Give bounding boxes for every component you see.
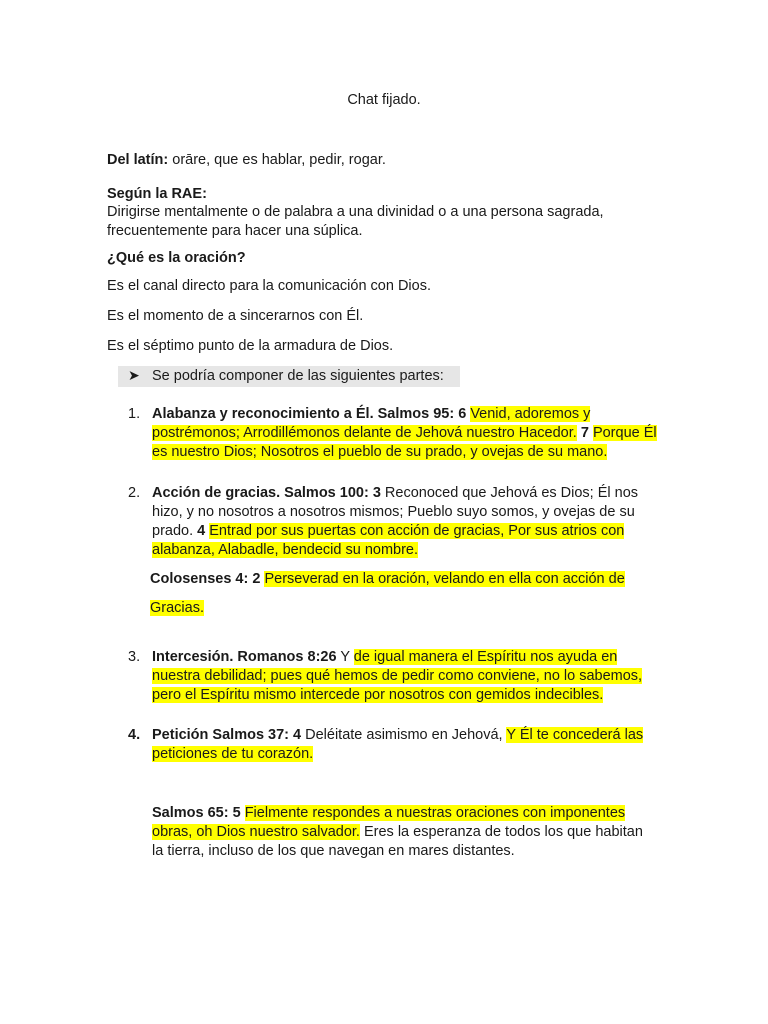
verse-number: 4: [197, 523, 206, 539]
item-number: 4.: [128, 727, 141, 743]
highlighted-verse: Fielmente respondes a nuestras oraciones con imponentes obras, oh Dios nuestro salvador.: [152, 805, 626, 840]
item-number: 1.: [128, 406, 141, 422]
bullet-text: Se podría componer de las siguientes partes:: [152, 368, 444, 384]
question-heading: ¿Qué es la oración?: [107, 250, 246, 266]
verse-text: Eres la esperanza de todos los que habitan la tierra, incluso de los que navegan en mares distantes.: [152, 824, 643, 859]
colosenses-heading: Colosenses 4: 2: [150, 571, 261, 587]
item-heading: Intercesión. Romanos 8:26: [152, 649, 337, 665]
highlighted-verse: Gracias.: [150, 600, 204, 616]
verse-number: 7: [580, 425, 589, 441]
latin-text: orāre, que es hablar, pedir, rogar.: [168, 152, 386, 168]
verse-text: Reconoced que Jehová es Dios; Él nos hizo, y no nosotros a nosotros mismos; Pueblo suyo somos, y ovejas de su prado.: [152, 485, 639, 539]
item-number: 3.: [128, 649, 141, 665]
verse-text: Deléitate asimismo en Jehová,: [305, 727, 503, 743]
highlighted-verse: Entrad por sus puertas con acción de gracias, Por sus atrios con alabanza, Alabadle, bendecid su nombre.: [152, 523, 625, 558]
arrow-bullet-icon: ➤: [128, 367, 140, 383]
verse-text: Y: [340, 649, 350, 665]
item-alabanza: [152, 405, 664, 462]
item-accion-gracias: [152, 484, 664, 560]
rae-text: Dirigirse mentalmente o de palabra a una divinidad o a una persona sagrada, frecuentemente para hacer una súplica.: [107, 204, 604, 239]
answer-1: Es el canal directo para la comunicación con Dios.: [107, 278, 431, 294]
answer-3: Es el séptimo punto de la armadura de Dios.: [107, 338, 394, 354]
highlighted-verse: Perseverad en la oración, velando en ella con acción de: [264, 571, 625, 587]
highlighted-verse: Porque Él es nuestro Dios; Nosotros el pueblo de su prado, y ovejas de su mano.: [152, 425, 657, 460]
item-heading: Salmos 65: 5: [152, 805, 241, 821]
document-title: Chat fijado.: [347, 92, 421, 108]
latin-line: [107, 151, 386, 170]
item-peticion: [152, 726, 647, 764]
answer-2: Es el momento de a sincerarnos con Él.: [107, 308, 364, 324]
highlighted-verse: Y Él te concederá las peticiones de tu corazón.: [152, 727, 644, 762]
item-heading: Alabanza y reconocimiento a Él. Salmos 95: 6: [152, 406, 467, 422]
salmos-65: [152, 804, 654, 861]
item-intercesion: [152, 648, 667, 705]
item-number: 2.: [128, 485, 141, 501]
item-heading: Petición Salmos 37: 4: [152, 727, 302, 743]
colosenses-continuation: [150, 599, 204, 618]
rae-label: Según la RAE:: [107, 186, 207, 202]
colosenses-line: [150, 570, 625, 589]
highlighted-verse: de igual manera el Espíritu nos ayuda en nuestra debilidad; pues qué hemos de pedir como conviene, no lo sabemos, pero el Espíritu mismo intercede por nosotros con gemidos indecibles.: [152, 649, 643, 703]
item-heading: Acción de gracias. Salmos 100: 3: [152, 485, 381, 501]
highlighted-verse: Venid, adoremos y postrémonos; Arrodillémonos delante de Jehová nuestro Hacedor.: [152, 406, 591, 441]
latin-label: Del latín:: [107, 152, 169, 168]
